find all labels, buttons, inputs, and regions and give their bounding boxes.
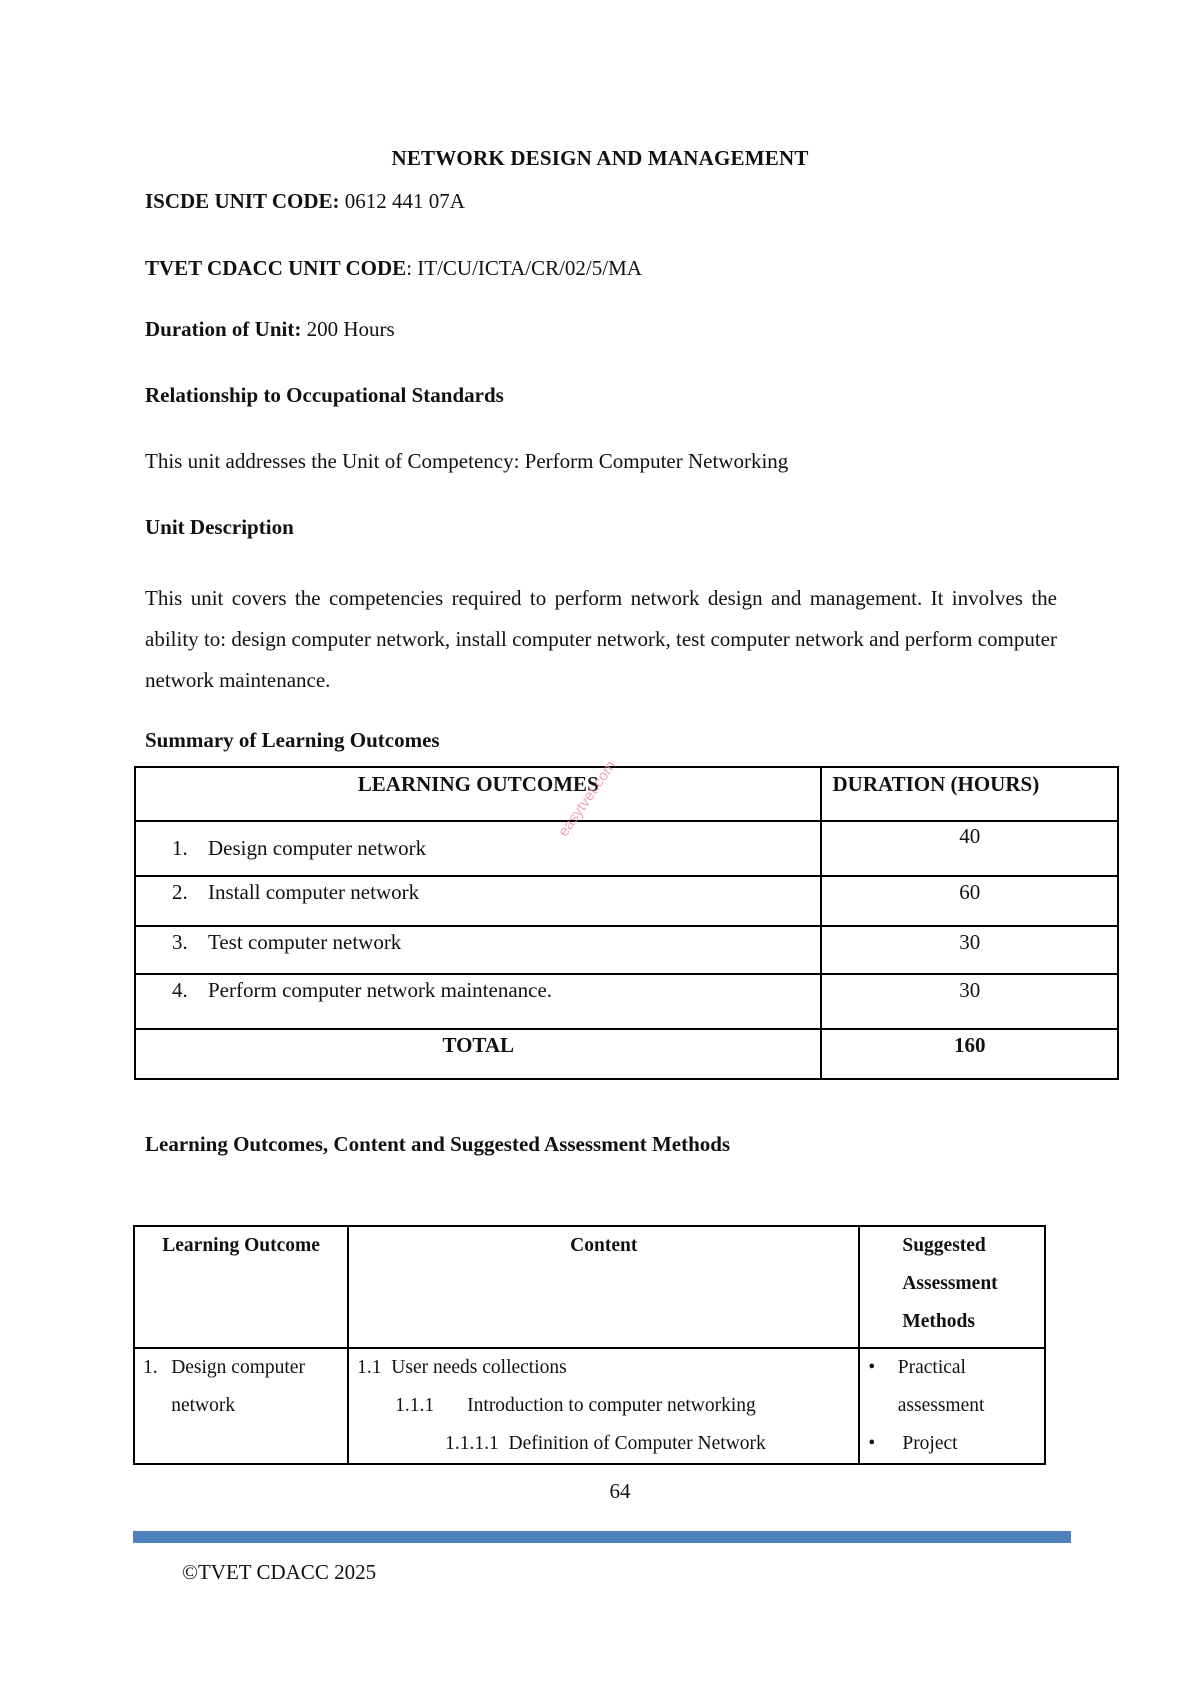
assessment-header-row (134, 1226, 1045, 1348)
method-item (868, 1349, 1036, 1425)
outcome-text: Design computer network (208, 836, 427, 860)
footer-divider (133, 1531, 1071, 1543)
table-row (134, 1348, 1045, 1464)
footer-copyright: ©TVET CDACC 2025 (182, 1560, 377, 1584)
header-duration: DURATION (HOURS) (821, 767, 1118, 821)
outcome-number: 2. (172, 880, 188, 904)
outcome-text: Install computer network (208, 880, 420, 904)
methods-cell (859, 1348, 1045, 1464)
watermark: easytvet.com (555, 757, 620, 840)
summary-heading (145, 728, 440, 753)
assessment-table (133, 1225, 1046, 1465)
outcome-number: 4. (172, 978, 188, 1002)
tvet-value: : IT/CU/ICTA/CR/02/5/MA (406, 256, 642, 280)
content-number: 1.1.1 (395, 1395, 435, 1416)
content-line (357, 1387, 850, 1425)
summary-heading-text: Summary of Learning Outcomes (145, 728, 440, 752)
hours-cell: 30 (821, 974, 1118, 1029)
relationship-heading-text: Relationship to Occupational Standards (145, 383, 504, 407)
outcome-text: Perform computer network maintenance. (208, 978, 553, 1002)
hours-cell: 30 (821, 926, 1118, 974)
unit-description-heading-text: Unit Description (145, 515, 294, 539)
outcome-number: 3. (172, 930, 188, 954)
document-title: NETWORK DESIGN AND MANAGEMENT (391, 146, 809, 170)
relationship-heading (145, 383, 504, 408)
outcome-text: Design computer network (171, 1357, 305, 1416)
hours-cell: 60 (821, 876, 1118, 926)
iscde-label: ISCDE UNIT CODE: (145, 189, 340, 213)
iscde-unit-code (145, 189, 465, 214)
header-content: Content (348, 1226, 859, 1348)
relationship-text: This unit addresses the Unit of Competency: Perform Computer Networking (145, 449, 789, 473)
assessment-heading-text: Learning Outcomes, Content and Suggested Assessment Methods (145, 1132, 731, 1156)
table-row (135, 974, 1118, 1029)
content-cell (348, 1348, 859, 1464)
content-text: Introduction to computer networking (467, 1395, 756, 1416)
outcome-cell (135, 876, 821, 926)
page-number: 64 (609, 1479, 631, 1503)
iscde-value: 0612 441 07A (339, 189, 465, 213)
duration-value: 200 Hours (301, 317, 395, 341)
bullet-icon: • (868, 1433, 876, 1454)
method-text: Project (902, 1433, 958, 1454)
table-row (135, 926, 1118, 974)
content-line: 1.1.1.1 Definition of Computer Network (445, 1433, 766, 1454)
outcome-cell (135, 974, 821, 1029)
outcome-cell (135, 821, 821, 876)
learning-outcome-cell (134, 1348, 348, 1464)
table-header-row (135, 767, 1118, 821)
header-learning-outcomes: LEARNING OUTCOMES (135, 767, 821, 821)
tvet-unit-code (145, 256, 642, 281)
method-item (868, 1425, 1036, 1463)
duration-of-unit (145, 317, 395, 342)
hours-cell: 40 (821, 821, 1118, 876)
outcome-text: Test computer network (208, 930, 402, 954)
duration-label: Duration of Unit: (145, 317, 302, 341)
table-row (135, 876, 1118, 926)
learning-outcomes-table (134, 766, 1119, 1080)
bullet-icon: • (868, 1357, 876, 1378)
table-total-row (135, 1029, 1118, 1079)
method-text: Practical assessment (897, 1357, 985, 1416)
outcome-cell (135, 926, 821, 974)
content-line: 1.1 User needs collections (357, 1357, 567, 1378)
header-assessment-methods: Suggested Assessment Methods (859, 1226, 1045, 1348)
unit-description-heading (145, 515, 294, 540)
outcome-number: 1. (172, 836, 188, 860)
header-learning-outcome: Learning Outcome (134, 1226, 348, 1348)
total-label: TOTAL (135, 1029, 821, 1079)
assessment-heading (145, 1132, 730, 1157)
table-row (135, 821, 1118, 876)
outcome-number: 1. (143, 1357, 158, 1378)
unit-description-text: This unit covers the competencies required to perform network design and management. It involves the ability to: design computer network, install computer network, test computer network and perform computer network maintenance. (145, 586, 1057, 692)
tvet-label: TVET CDACC UNIT CODE (145, 256, 407, 280)
total-value: 160 (821, 1029, 1118, 1079)
